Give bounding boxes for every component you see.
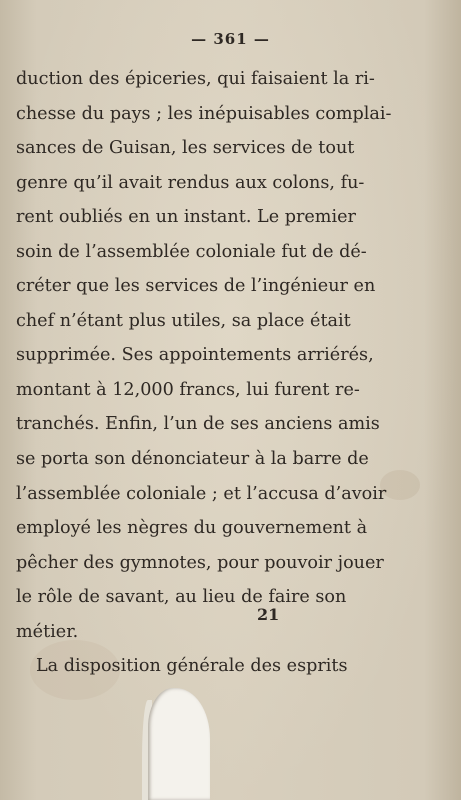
signature-mark: 21 (257, 605, 280, 624)
text-line: sances de Guisan, les services de tout (16, 138, 355, 159)
text-line: soin de l’assemblée coloniale fut de dé- (16, 241, 367, 262)
text-line: chesse du pays ; les inépuisables complai- (16, 103, 392, 124)
page-number-header: — 361 — (191, 30, 270, 48)
text-line: supprimée. Ses appointements arriérés, (16, 345, 374, 366)
text-line: La disposition générale des esprits (36, 656, 348, 677)
text-line: créter que les services de l’ingénieur en (16, 276, 376, 297)
text-line: pêcher des gymnotes, pour pouvoir jouer (16, 552, 384, 573)
text-line: métier. (16, 621, 79, 642)
text-line: chef n’étant plus utiles, sa place était (16, 310, 351, 331)
page-body-text (16, 62, 392, 684)
text-line: genre qu’il avait rendus aux colons, fu- (16, 172, 365, 193)
text-line: employé les nègres du gouvernement à (16, 518, 368, 539)
text-line: tranchés. Enfin, l’un de ses anciens amis (16, 414, 380, 435)
text-line: l’assemblée coloniale ; et l’accusa d’avoir (16, 483, 387, 504)
text-line: se porta son dénonciateur à la barre de (16, 449, 369, 470)
text-line: duction des épiceries, qui faisaient la ri- (16, 69, 375, 89)
paper-stain (380, 470, 420, 500)
text-line: rent oubliés en un instant. Le premier (16, 207, 356, 228)
torn-paper-hole (148, 688, 210, 800)
text-line: le rôle de savant, au lieu de faire son (16, 587, 347, 608)
text-line: montant à 12,000 francs, lui furent re- (16, 379, 360, 400)
